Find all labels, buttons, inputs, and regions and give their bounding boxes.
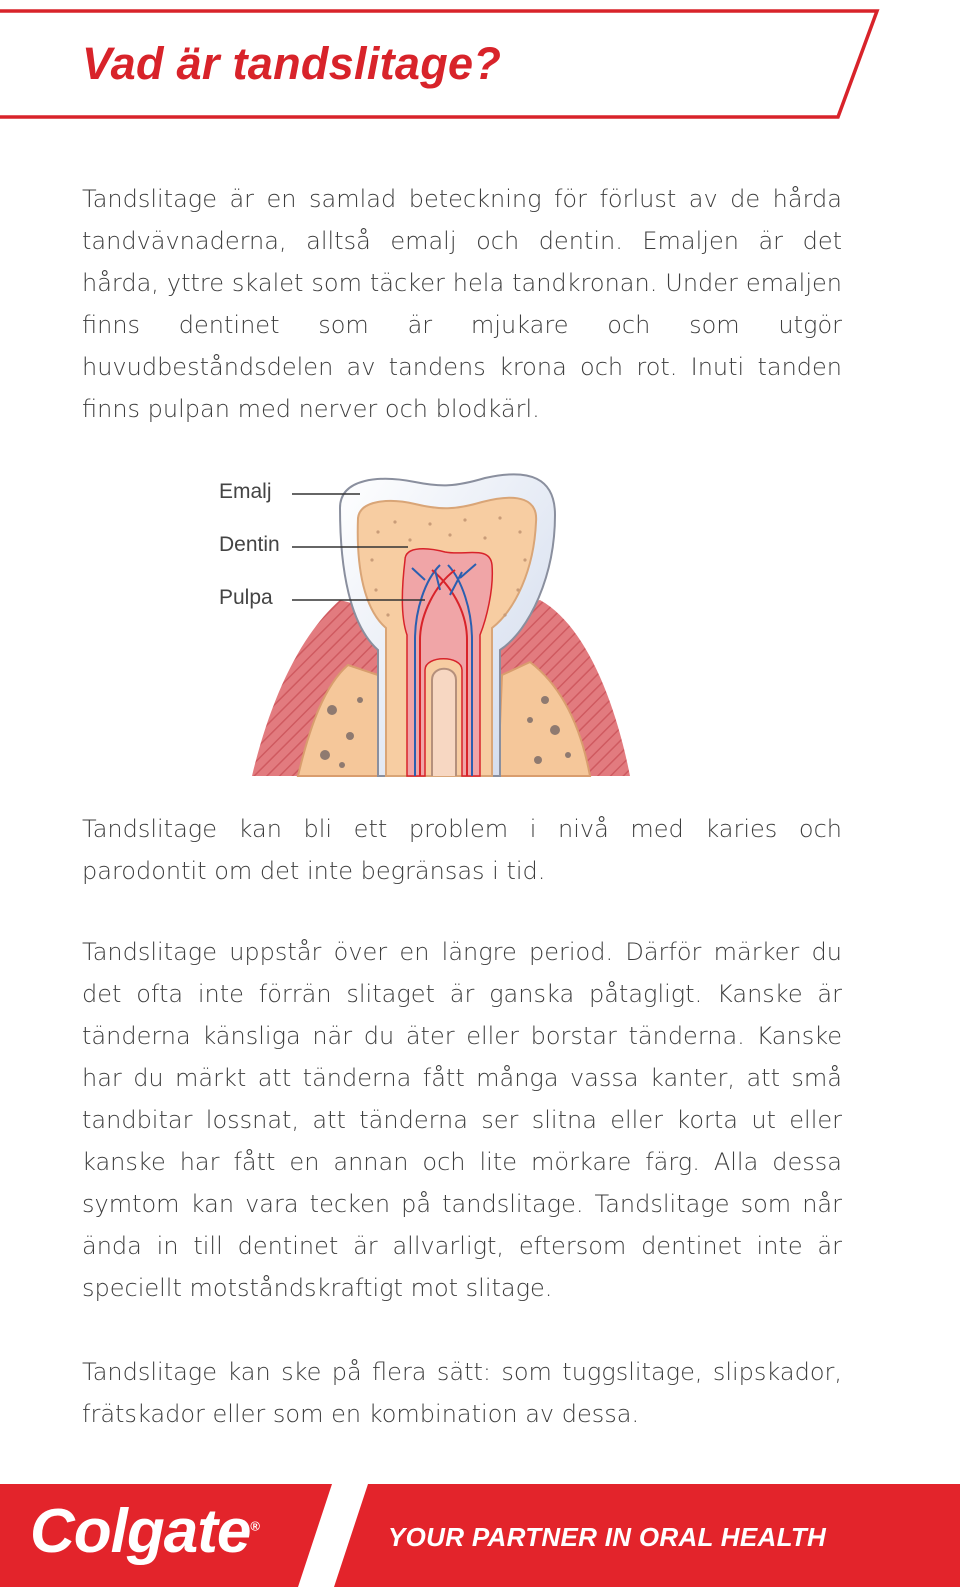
logo-text: Colgate — [30, 1497, 251, 1566]
page-title: Vad är tandslitage? — [82, 38, 502, 89]
footer-tagline: YOUR PARTNER IN ORAL HEALTH — [388, 1522, 827, 1552]
registered-mark: ® — [250, 1518, 259, 1534]
intro-paragraph: Tandslitage är en samlad beteckning för förlust av de hårda tandvävnaderna, alltså emalj och dentin. Emaljen är det hårda, yttre skalet som täcker hela tandkronan. Under emaljen finns dentinet som är mjukare och som utgör huvudbeståndsdelen av tandens krona och rot. Inuti tanden finns pulpan med nerver och blodkärl. — [82, 185, 842, 423]
causes-paragraph: Tandslitage kan ske på flera sätt: som tuggslitage, slipskador, frätskador eller som en kombination av dessa. — [82, 1358, 842, 1428]
colgate-logo — [30, 1496, 259, 1567]
problem-paragraph: Tandslitage kan bli ett problem i nivå med karies och parodontit om det inte begränsas i tid. — [82, 815, 842, 885]
label-pulpa: Pulpa — [219, 586, 273, 609]
label-emalj: Emalj — [219, 480, 272, 503]
symptoms-paragraph: Tandslitage uppstår över en längre period. Därför märker du det ofta inte förrän slitaget är ganska påtagligt. Kanske är tänderna känsliga när du äter eller borstar tänderna. Kanske har du märkt att tänderna fått många vassa kanter, att små tandbitar lossnat, att tänderna ser slitna eller korta ut eller kanske har fått en annan och lite mörkare färg. Alla dessa symtom kan vara tecken på tandslitage. Tandslitage som når ända in till dentinet är allvarligt, eftersom dentinet inte är speciellt motståndskraftigt mot slitage. — [82, 938, 842, 1302]
tooth-cross-section-illustration — [200, 460, 660, 790]
label-dentin: Dentin — [219, 533, 280, 556]
